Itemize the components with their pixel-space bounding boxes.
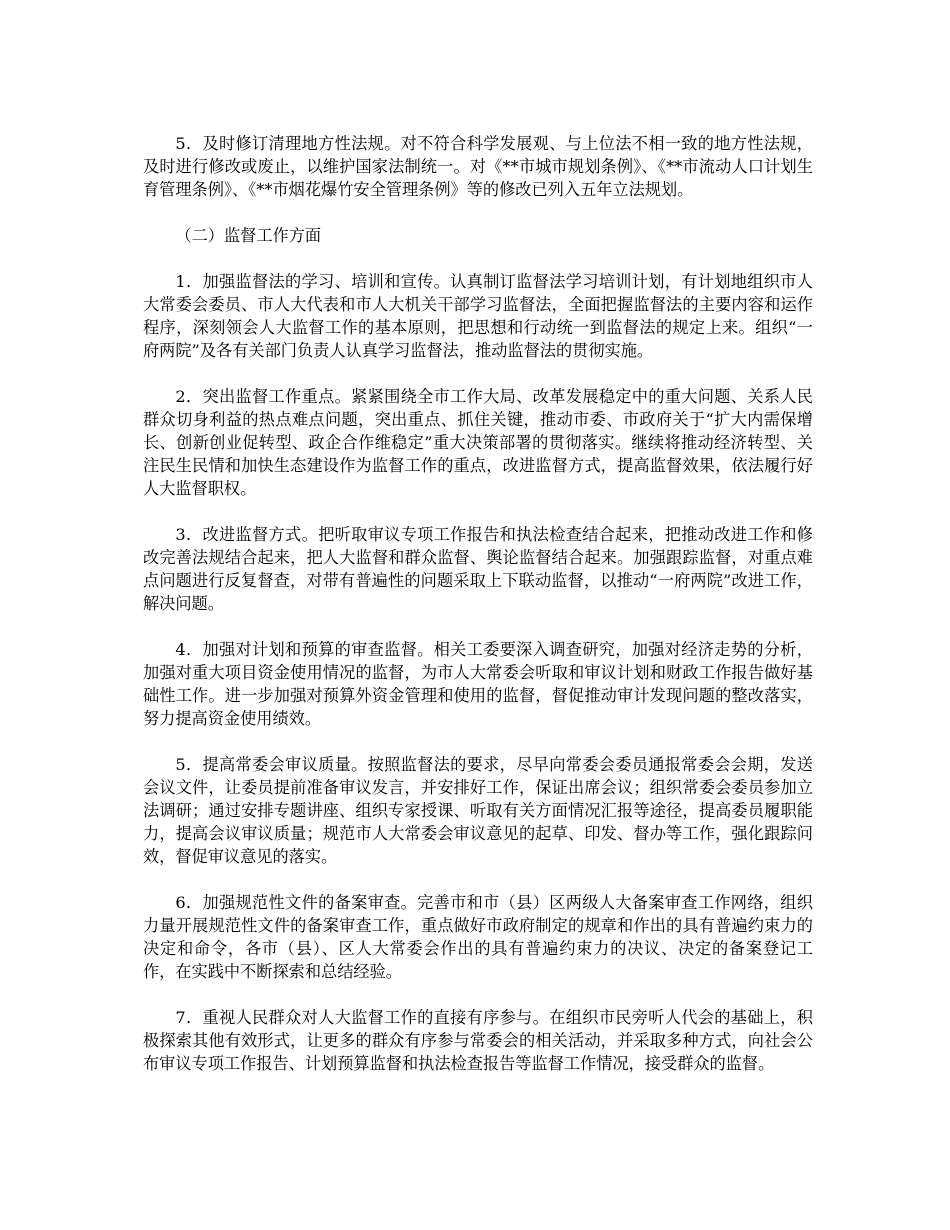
paragraph-deliberation-quality: 5．提高常委会审议质量。按照监督法的要求，尽早向常委会委员通报常委会会期，发送会议文件，让委员提前准备审议发言，并安排好工作，保证出席会议；组织常委会委员参加立法调研；通过安排专题讲座、组织专家授课、听取有关方面情况汇报等途径，提高委员履职能力，提高会议审议质量；规范市人大常委会审议意见的起草、印发、督办等工作，强化跟踪问效，督促审议意见的落实。 (143, 755, 813, 866)
paragraph-regulation-revision: 5．及时修订清理地方性法规。对不符合科学发展观、与上位法不相一致的地方性法规，及时进行修改或废止，以维护国家法制统一。对《**市城市规划条例》、《**市流动人口计划生育管理条例》、《**市烟花爆竹安全管理条例》等的修改已列入五年立法规划。 (143, 134, 813, 199)
paragraph-supervision-law-study: 1．加强监督法的学习、培训和宣传。认真制订监督法学习培训计划，有计划地组织市人大常委会委员、市人大代表和市人大机关干部学习监督法，全面把握监督法的主要内容和运作程序，深刻领会人大监督工作的基本原则，把思想和行动统一到监督法的规定上来。组织“一府两院”及各有关部门负责人认真学习监督法，推动监督法的贯彻实施。 (143, 272, 813, 360)
paragraph-budget-review: 4．加强对计划和预算的审查监督。相关工委要深入调查研究，加强对经济走势的分析，加强对重大项目资金使用情况的监督，为市人大常委会听取和审议计划和财政工作报告做好基础性工作。进一步加强对预算外资金管理和使用的监督，督促推动审计发现问题的整改落实，努力提高资金使用绩效。 (143, 640, 813, 728)
document-body (143, 132, 813, 1075)
paragraph-supervision-focus: 2．突出监督工作重点。紧紧围绕全市工作大局、改革发展稳定中的重大问题、关系人民群众切身利益的热点难点问题，突出重点、抓住关键，推动市委、市政府关于“扩大内需保增长、创新创业促转型、政企合作维稳定”重大决策部署的贯彻落实。继续将推动经济转型、关注民生民情和加快生态建设作为监督工作的重点，改进监督方式，提高监督效果，依法履行好人大监督职权。 (143, 387, 813, 498)
paragraph-supervision-methods: 3．改进监督方式。把听取审议专项工作报告和执法检查结合起来，把推动改进工作和修改完善法规结合起来，把人大监督和群众监督、舆论监督结合起来。加强跟踪监督，对重点难点问题进行反复督查，对带有普遍性的问题采取上下联动监督，以推动“一府两院”改进工作，解决问题。 (143, 525, 813, 613)
section-heading-supervision: （二）监督工作方面 (175, 226, 322, 245)
paragraph-filing-review: 6．加强规范性文件的备案审查。完善市和市（县）区两级人大备案审查工作网络，组织力量开展规范性文件的备案审查工作，重点做好市政府制定的规章和作出的具有普遍约束力的决定和命令，各市（县）、区人大常委会作出的具有普遍约束力的决议、决定的备案登记工作，在实践中不断探索和总结经验。 (143, 893, 813, 981)
paragraph-public-participation: 7．重视人民群众对人大监督工作的直接有序参与。在组织市民旁听人代会的基础上，积极探索其他有效形式，让更多的群众有序参与常委会的相关活动，并采取多种方式，向社会公布审议专项工作报告、计划预算监督和执法检查报告等监督工作情况，接受群众的监督。 (143, 1008, 813, 1073)
